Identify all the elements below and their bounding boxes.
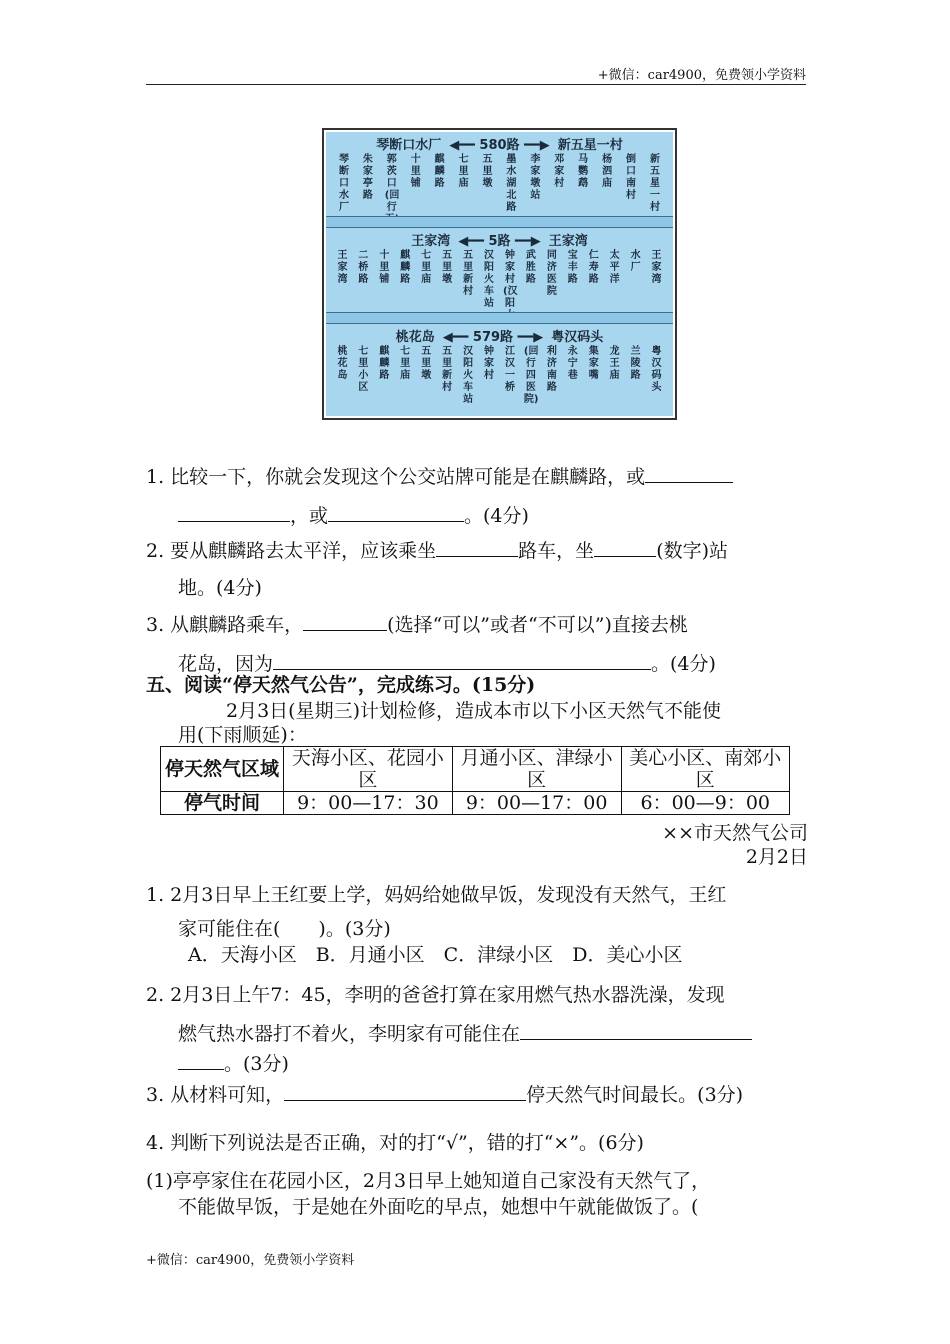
answer-blank[interactable] <box>178 501 290 522</box>
bus-stop: 新五星一村 <box>649 154 660 213</box>
answer-blank[interactable] <box>328 501 464 522</box>
bus-stop: 兰陵路 <box>630 346 641 381</box>
bus-stop: 朱家亭路 <box>362 154 373 201</box>
stop-list <box>326 346 673 406</box>
bus-stop: 七里庙 <box>421 250 432 285</box>
answer-blank[interactable] <box>273 649 651 670</box>
question-5-4: 4. 判断下列说法是否正确，对的打“√”，错的打“×”。(6分) <box>146 1132 644 1154</box>
question-5-2: 2. 2月3日上午7：45，李明的爸爸打算在家用燃气热水器洗澡，发现 燃气热水器打不着火，李明家有可能住在 。(3分) <box>146 982 808 1077</box>
bus-stop: 集家嘴 <box>588 346 599 381</box>
table-cell: 天海小区、花园小区 <box>284 747 453 792</box>
route-to: 王家湾 <box>548 233 588 249</box>
bus-stop: 李家墩站 <box>530 154 541 201</box>
bus-stop: 琴断口水厂 <box>338 154 349 213</box>
answer-blank[interactable] <box>436 536 518 557</box>
bus-stop-sign <box>322 128 677 420</box>
bus-stop: 永宁巷 <box>567 346 578 381</box>
route-number: ◀━━ 5路 ━━▶ <box>458 233 541 249</box>
answer-blank[interactable] <box>520 1019 752 1040</box>
bus-stop: 宝丰路 <box>567 250 578 285</box>
bus-stop: 杨泗庙 <box>602 154 613 189</box>
bus-stop: 麒麟路 <box>434 154 445 189</box>
answer-blank[interactable] <box>645 462 733 483</box>
route-from: 琴断口水厂 <box>376 137 442 153</box>
bus-stop: 十里铺 <box>410 154 421 189</box>
question-5-4-1: (1)亭亭家住在花园小区，2月3日早上她知道自己家没有天然气了， 不能做早饭，于是她在外面吃的早点，她想中午就能做饭了。( <box>146 1170 711 1218</box>
table-cell: 9：00—17：30 <box>284 792 453 815</box>
bus-stop: (回行四医院) <box>523 346 539 405</box>
route-to: 粤汉码头 <box>551 329 604 345</box>
notice-text: 2月3日(星期三)计划检修，造成本市以下小区天然气不能使 用(下雨顺延)： <box>178 700 722 746</box>
bus-stop: 王家湾 <box>651 250 662 285</box>
bus-stop: 利济南路 <box>546 346 557 393</box>
sign-divider <box>326 312 673 324</box>
bus-stop: 太平洋 <box>609 250 620 285</box>
bus-stop: 钟家村(汉阳 <box>502 250 518 309</box>
notice-signature: ××市天然气公司 <box>662 822 808 844</box>
question-3: 3. 从麒麟路乘车， (选择“可以”或者“不可以”)直接去桃 花岛，因为 。(4分) <box>146 610 808 677</box>
bus-stop: 十里铺 <box>379 250 390 285</box>
bus-stop: 武胜路 <box>525 250 536 285</box>
bus-stop: 江汉一桥 <box>504 346 515 393</box>
answer-blank[interactable] <box>303 610 387 631</box>
notice-date: 2月2日 <box>745 846 808 868</box>
answer-blank[interactable] <box>594 536 656 557</box>
table-cell: 9：00—17：00 <box>452 792 621 815</box>
question-5-1: 1. 2月3日早上王红要上学，妈妈给她做早饭，发现没有天然气，王红 家可能住在( )。(3分) A．天海小区 B．月通小区 C．津绿小区 D．美心小区 <box>146 882 808 968</box>
route-number: ◀━━ 579路 ━━▶ <box>442 329 544 345</box>
bus-stop: 五里墩 <box>442 250 453 285</box>
route-from: 桃花岛 <box>395 329 435 345</box>
bus-stop: 二桥路 <box>358 250 369 285</box>
bus-stop: 墨水湖北路 <box>506 154 517 213</box>
route-5-panel <box>326 228 673 312</box>
answer-blank[interactable] <box>284 1080 526 1101</box>
page-header: +微信：car4900，免费领小学资料 <box>146 64 806 85</box>
bus-stop: 郭茨口(回行 <box>384 154 400 213</box>
route-580-panel <box>326 132 673 216</box>
table-header: 停气时间 <box>161 792 284 815</box>
sign-divider <box>326 216 673 228</box>
bus-stop: 水厂 <box>630 250 641 273</box>
question-2: 2. 要从麒麟路去太平洋，应该乘坐 路车，坐 (数字)站 地。(4分) <box>146 536 808 601</box>
bus-stop: 邓家村 <box>554 154 565 189</box>
bus-stop: 钟家村 <box>484 346 495 381</box>
bus-stop: 马鹦鹉 <box>578 154 589 189</box>
bus-stop: 五里新村 <box>442 346 453 393</box>
bus-stop: 龙王庙 <box>609 346 620 381</box>
bus-stop: 五里新村 <box>463 250 474 297</box>
table-cell: 美心小区、南郊小区 <box>621 747 790 792</box>
bus-stop: 粤汉码头 <box>651 346 662 393</box>
bus-stop: 倒口南村 <box>626 154 637 201</box>
question-5-3: 3. 从材料可知， 停天然气时间最长。(3分) <box>146 1080 808 1108</box>
bus-stop: 同济医院 <box>546 250 557 297</box>
bus-stop: 七里小区 <box>358 346 369 393</box>
section-5-title: 五、阅读“停天然气公告”，完成练习。(15分) <box>146 674 536 696</box>
route-from: 王家湾 <box>411 233 451 249</box>
bus-stop: 七里庙 <box>458 154 469 189</box>
table-header: 停天然气区域 <box>161 747 284 792</box>
bus-stop: 汉阳火车站 <box>484 250 495 309</box>
bus-stop: 仁寿路 <box>588 250 599 285</box>
route-to: 新五星一村 <box>557 137 623 153</box>
question-1: 1. 比较一下，你就会发现这个公交站牌可能是在麒麟路，或 ，或 。(4分) <box>146 462 808 529</box>
bus-stop: 王家湾 <box>337 250 348 285</box>
bus-stop: 桃花岛 <box>337 346 348 381</box>
bus-stop: 麒麟路 <box>379 346 390 381</box>
bus-stop: 七里庙 <box>400 346 411 381</box>
answer-blank[interactable] <box>178 1049 224 1070</box>
route-number: ◀━━ 580路 ━━▶ <box>449 137 550 153</box>
route-579-panel <box>326 324 673 416</box>
bus-stop: 汉阳火车站 <box>463 346 474 405</box>
table-cell: 月通小区、津绿小区 <box>452 747 621 792</box>
bus-stop: 麒麟路 <box>400 250 411 285</box>
outage-table <box>160 746 790 815</box>
bus-stop: 五里墩 <box>482 154 493 189</box>
table-cell: 6：00—9：00 <box>621 792 790 815</box>
answer-options: A．天海小区 B．月通小区 C．津绿小区 D．美心小区 <box>188 944 683 966</box>
bus-stop: 五里墩 <box>421 346 432 381</box>
page-footer: +微信：car4900，免费领小学资料 <box>146 1253 355 1268</box>
